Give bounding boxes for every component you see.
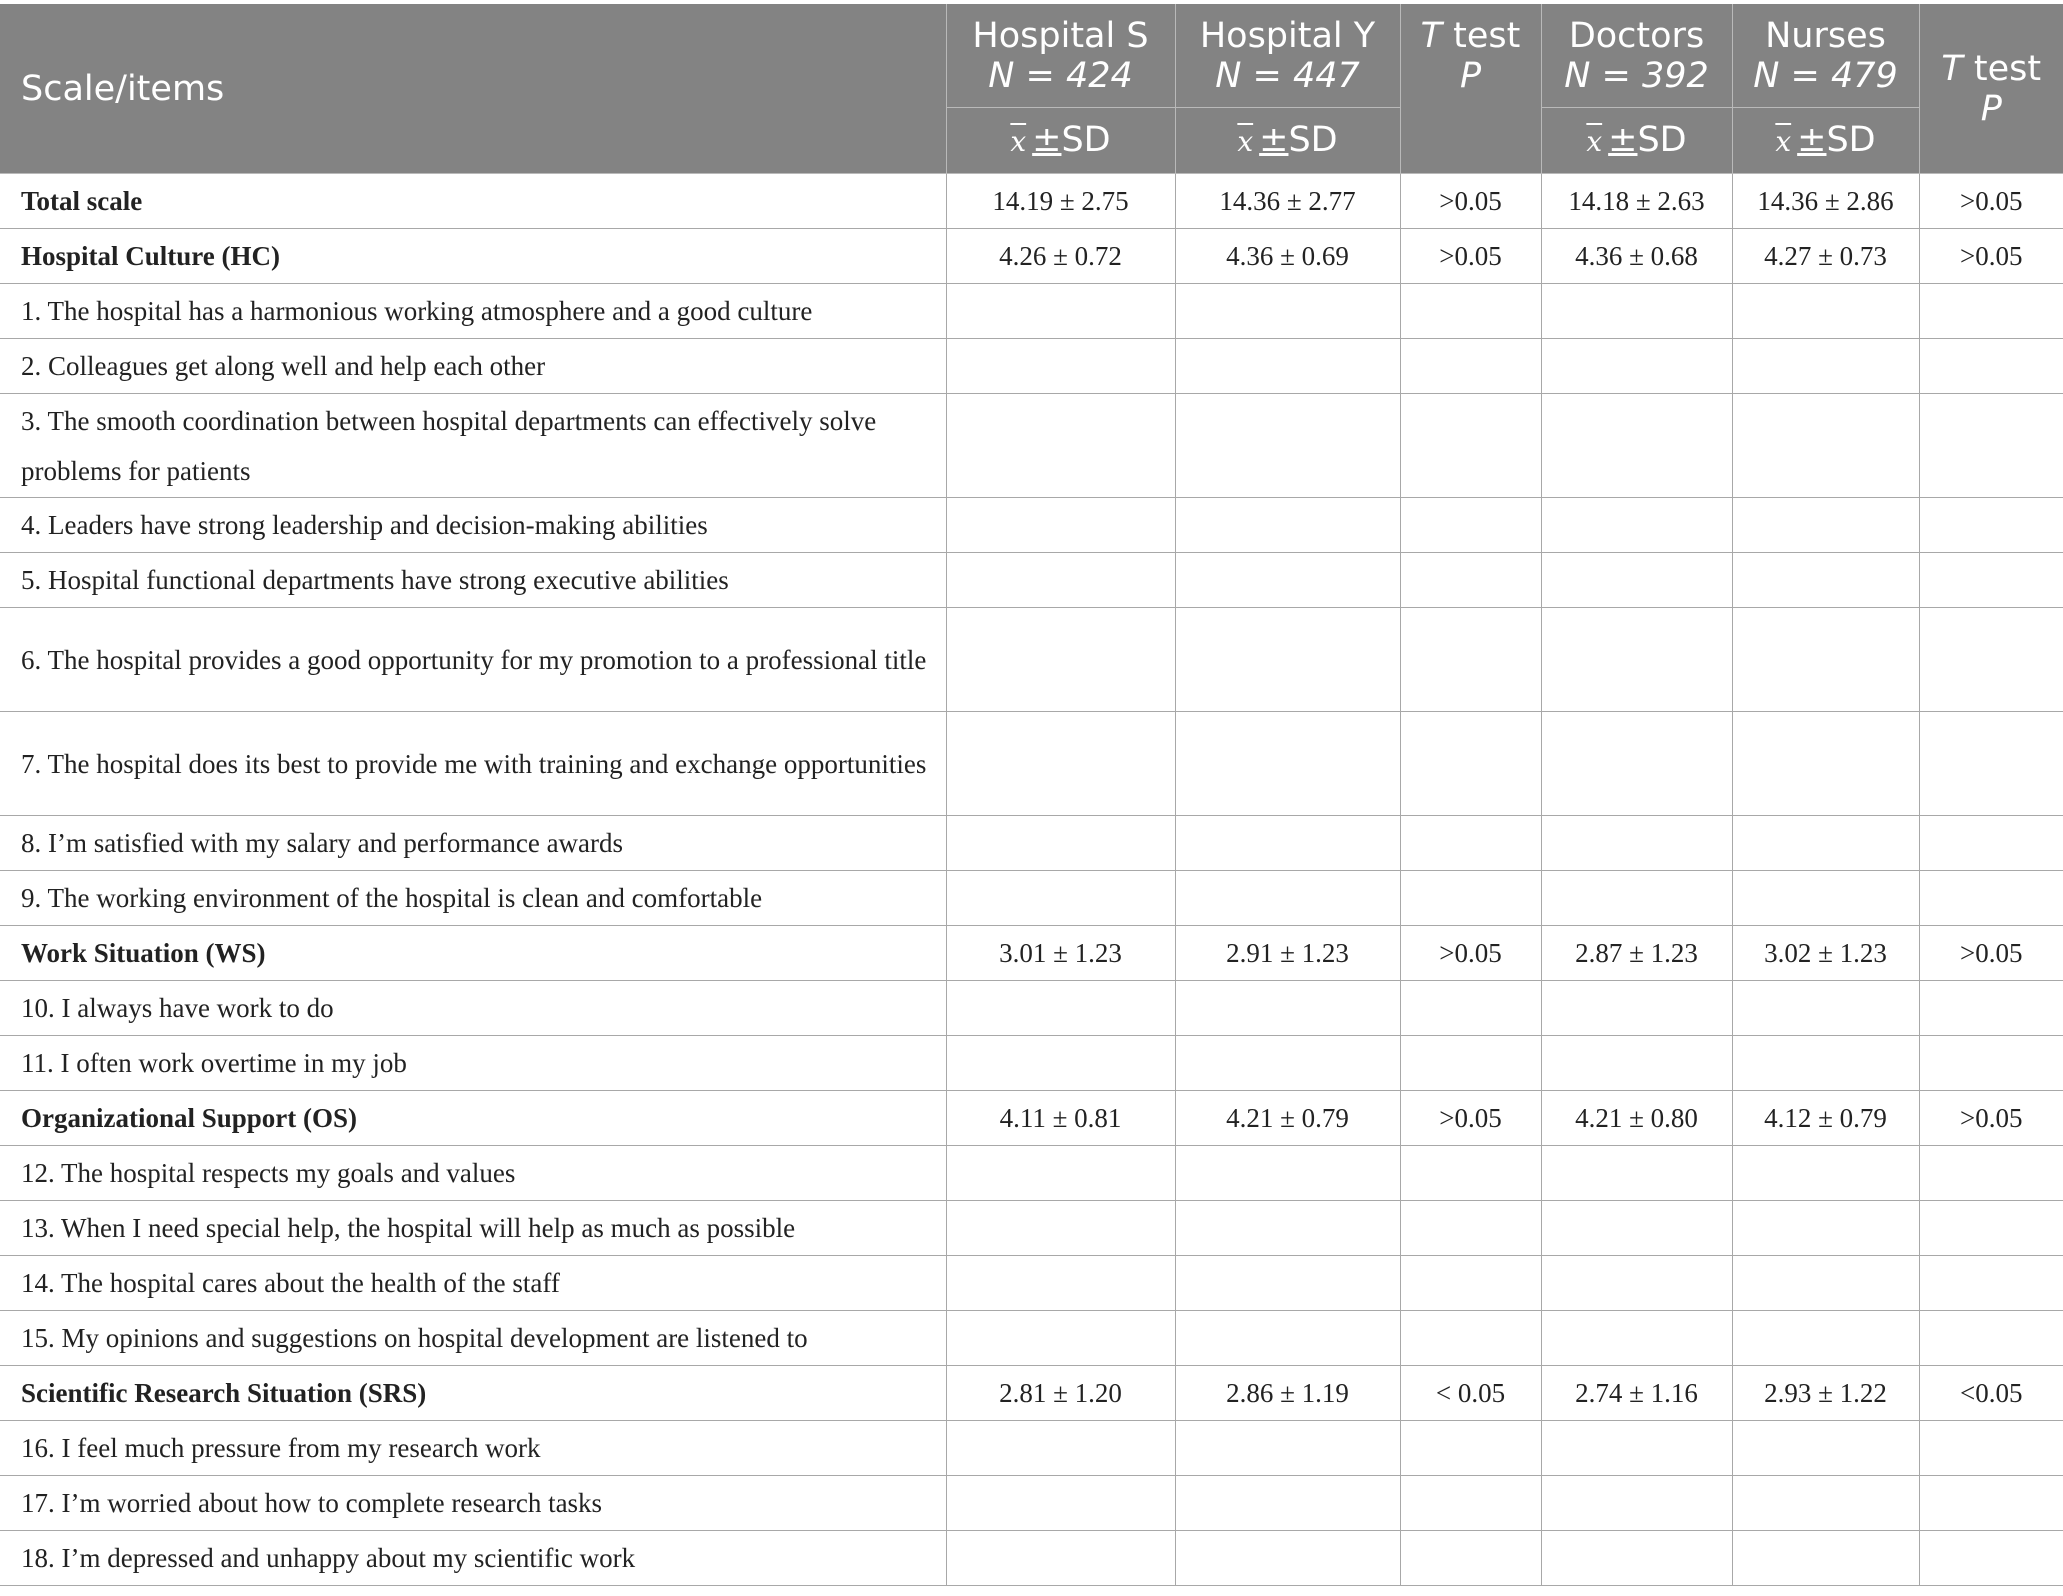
mean-symbol: $\overline{x}$ — [1586, 124, 1603, 158]
table-row-subscale — [0, 1366, 2063, 1421]
ttest-1-cell — [1400, 712, 1541, 816]
ttest2-rest: test — [1962, 48, 2042, 89]
hospital-y-cell — [1175, 1476, 1400, 1531]
table-row-item — [0, 394, 2063, 498]
table-row-item — [0, 816, 2063, 871]
sd-label: SD — [1637, 119, 1687, 160]
doctors-cell — [1541, 1256, 1732, 1311]
doctors-cell — [1541, 1201, 1732, 1256]
row-label: Work Situation (WS) — [0, 926, 946, 981]
hospital-y-cell — [1175, 394, 1400, 498]
row-label: 17. I’m worried about how to complete research tasks — [0, 1476, 946, 1531]
row-label: 5. Hospital functional departments have strong executive abilities — [0, 553, 946, 608]
hospital-s-cell — [946, 871, 1175, 926]
row-label: 9. The working environment of the hospital is clean and comfortable — [0, 871, 946, 926]
ttest-2-cell: >0.05 — [1919, 174, 2063, 229]
doctors-cell — [1541, 1311, 1732, 1366]
hospital-s-cell — [946, 712, 1175, 816]
table-row-subscale — [0, 926, 2063, 981]
doctors-cell: 4.21 ± 0.80 — [1541, 1091, 1732, 1146]
table-row-item — [0, 1201, 2063, 1256]
row-label: 12. The hospital respects my goals and values — [0, 1146, 946, 1201]
ttest-1-cell — [1400, 339, 1541, 394]
col-header-ttest-2 — [1919, 4, 2063, 174]
table-row-item — [0, 1036, 2063, 1091]
nurses-cell: 4.12 ± 0.79 — [1732, 1091, 1919, 1146]
nurses-cell — [1732, 339, 1919, 394]
mean-symbol: $\overline{x}$ — [1775, 124, 1792, 158]
ttest-1-cell — [1400, 1421, 1541, 1476]
hospital-s-cell — [946, 498, 1175, 553]
hospital-s-cell — [946, 339, 1175, 394]
hospital-s-label: Hospital S — [972, 15, 1149, 56]
stat-header-ttest-1-empty — [1400, 108, 1541, 174]
ttest-2-cell: >0.05 — [1919, 926, 2063, 981]
ttest1-rest: test — [1442, 15, 1521, 56]
nurses-cell — [1732, 394, 1919, 498]
hospital-s-cell — [946, 394, 1175, 498]
table-row-item — [0, 1256, 2063, 1311]
ttest-1-cell — [1400, 1036, 1541, 1091]
nurses-cell — [1732, 1146, 1919, 1201]
doctors-cell: 2.74 ± 1.16 — [1541, 1366, 1732, 1421]
hospital-s-cell: 2.81 ± 1.20 — [946, 1366, 1175, 1421]
table-row-item — [0, 871, 2063, 926]
ttest-2-cell — [1919, 339, 2063, 394]
ttest2-t: T — [1941, 48, 1963, 89]
ttest-1-cell — [1400, 981, 1541, 1036]
ttest-1-cell — [1400, 1256, 1541, 1311]
stat-header-nurses — [1732, 108, 1919, 174]
table-row-subscale — [0, 174, 2063, 229]
hospital-y-cell — [1175, 284, 1400, 339]
hospital-s-cell — [946, 608, 1175, 712]
doctors-cell: 2.87 ± 1.23 — [1541, 926, 1732, 981]
ttest-1-cell — [1400, 1311, 1541, 1366]
ttest-1-cell: >0.05 — [1400, 926, 1541, 981]
ttest-2-cell — [1919, 608, 2063, 712]
nurses-cell: 2.93 ± 1.22 — [1732, 1366, 1919, 1421]
nurses-cell: 3.02 ± 1.23 — [1732, 926, 1919, 981]
hospital-s-cell: 14.19 ± 2.75 — [946, 174, 1175, 229]
hospital-y-cell — [1175, 1421, 1400, 1476]
plus-minus-symbol: ± — [1608, 119, 1638, 160]
table-row-item — [0, 284, 2063, 339]
row-label: 18. I’m depressed and unhappy about my scientific work — [0, 1531, 946, 1586]
stat-header-doctors — [1541, 108, 1732, 174]
ttest-2-cell — [1919, 1256, 2063, 1311]
ttest-1-cell — [1400, 1476, 1541, 1531]
nurses-cell — [1732, 1256, 1919, 1311]
doctors-cell — [1541, 816, 1732, 871]
ttest-2-cell: >0.05 — [1919, 229, 2063, 284]
ttest-2-cell: <0.05 — [1919, 1366, 2063, 1421]
col-header-hospital-y — [1175, 4, 1400, 108]
table-row-item — [0, 608, 2063, 712]
ttest1-p: P — [1459, 55, 1482, 96]
table-body — [0, 174, 2063, 1586]
doctors-cell — [1541, 394, 1732, 498]
ttest-2-cell — [1919, 553, 2063, 608]
hospital-y-cell — [1175, 608, 1400, 712]
ttest-2-cell — [1919, 1036, 2063, 1091]
doctors-cell — [1541, 871, 1732, 926]
hospital-s-cell — [946, 1311, 1175, 1366]
hospital-s-n: N = 424 — [988, 55, 1133, 96]
hospital-y-cell: 14.36 ± 2.77 — [1175, 174, 1400, 229]
ttest-2-cell: >0.05 — [1919, 1091, 2063, 1146]
nurses-cell — [1732, 981, 1919, 1036]
ttest-2-cell — [1919, 1201, 2063, 1256]
doctors-cell — [1541, 608, 1732, 712]
hospital-s-cell — [946, 553, 1175, 608]
nurses-cell — [1732, 608, 1919, 712]
ttest-2-cell — [1919, 712, 2063, 816]
hospital-s-cell — [946, 816, 1175, 871]
row-label: 6. The hospital provides a good opportunity for my promotion to a professional title — [0, 608, 946, 712]
ttest-1-cell — [1400, 284, 1541, 339]
row-label: 8. I’m satisfied with my salary and performance awards — [0, 816, 946, 871]
row-label: 10. I always have work to do — [0, 981, 946, 1036]
ttest-1-cell — [1400, 608, 1541, 712]
hospital-s-cell — [946, 1201, 1175, 1256]
hospital-y-cell — [1175, 1256, 1400, 1311]
doctors-cell — [1541, 981, 1732, 1036]
row-label: Scientific Research Situation (SRS) — [0, 1366, 946, 1421]
ttest-2-cell — [1919, 1146, 2063, 1201]
hospital-s-cell: 3.01 ± 1.23 — [946, 926, 1175, 981]
comparison-table — [0, 4, 2063, 1586]
ttest-1-cell — [1400, 553, 1541, 608]
hospital-y-cell — [1175, 871, 1400, 926]
nurses-cell — [1732, 871, 1919, 926]
hospital-y-cell — [1175, 1146, 1400, 1201]
row-label: 2. Colleagues get along well and help each other — [0, 339, 946, 394]
ttest-1-cell: >0.05 — [1400, 1091, 1541, 1146]
doctors-cell — [1541, 1421, 1732, 1476]
hospital-y-cell — [1175, 498, 1400, 553]
table-row-item — [0, 712, 2063, 816]
table-row-item — [0, 1146, 2063, 1201]
table-row-item — [0, 1421, 2063, 1476]
table-row-subscale — [0, 1091, 2063, 1146]
row-label: 15. My opinions and suggestions on hospital development are listened to — [0, 1311, 946, 1366]
nurses-cell — [1732, 1201, 1919, 1256]
ttest-2-cell — [1919, 498, 2063, 553]
hospital-y-cell — [1175, 1036, 1400, 1091]
hospital-y-cell: 2.86 ± 1.19 — [1175, 1366, 1400, 1421]
hospital-s-cell: 4.11 ± 0.81 — [946, 1091, 1175, 1146]
row-label: 16. I feel much pressure from my research work — [0, 1421, 946, 1476]
ttest-2-cell — [1919, 1531, 2063, 1586]
hospital-y-label: Hospital Y — [1199, 15, 1376, 56]
table-row-item — [0, 339, 2063, 394]
nurses-cell — [1732, 498, 1919, 553]
ttest-2-cell — [1919, 284, 2063, 339]
table-row-item — [0, 498, 2063, 553]
ttest-2-cell — [1919, 816, 2063, 871]
nurses-label: Nurses — [1765, 15, 1886, 56]
hospital-y-cell — [1175, 816, 1400, 871]
ttest-1-cell: >0.05 — [1400, 174, 1541, 229]
hospital-y-cell: 4.36 ± 0.69 — [1175, 229, 1400, 284]
ttest-2-cell — [1919, 981, 2063, 1036]
row-label: 14. The hospital cares about the health of the staff — [0, 1256, 946, 1311]
nurses-cell: 4.27 ± 0.73 — [1732, 229, 1919, 284]
scale-items-label: Scale/items — [21, 68, 225, 109]
nurses-cell — [1732, 1531, 1919, 1586]
data-table-container — [0, 4, 2063, 1586]
hospital-s-cell — [946, 981, 1175, 1036]
hospital-y-cell — [1175, 553, 1400, 608]
doctors-n: N = 392 — [1564, 55, 1709, 96]
nurses-cell — [1732, 1036, 1919, 1091]
nurses-cell — [1732, 553, 1919, 608]
ttest-1-cell — [1400, 394, 1541, 498]
ttest-2-cell — [1919, 871, 2063, 926]
hospital-s-cell — [946, 1036, 1175, 1091]
doctors-cell — [1541, 712, 1732, 816]
hospital-y-cell — [1175, 1201, 1400, 1256]
doctors-cell — [1541, 1476, 1732, 1531]
ttest-1-cell — [1400, 1146, 1541, 1201]
table-row-item — [0, 981, 2063, 1036]
row-label: Total scale — [0, 174, 946, 229]
hospital-s-cell — [946, 1256, 1175, 1311]
row-label: Organizational Support (OS) — [0, 1091, 946, 1146]
table-row-item — [0, 1311, 2063, 1366]
ttest-1-cell — [1400, 1201, 1541, 1256]
hospital-y-cell — [1175, 1311, 1400, 1366]
doctors-cell — [1541, 1531, 1732, 1586]
hospital-s-cell — [946, 1476, 1175, 1531]
hospital-y-cell: 2.91 ± 1.23 — [1175, 926, 1400, 981]
nurses-cell: 14.36 ± 2.86 — [1732, 174, 1919, 229]
col-header-nurses — [1732, 4, 1919, 108]
ttest-2-cell — [1919, 394, 2063, 498]
doctors-cell — [1541, 284, 1732, 339]
hospital-s-cell — [946, 284, 1175, 339]
ttest-2-cell — [1919, 1476, 2063, 1531]
hospital-y-cell — [1175, 1531, 1400, 1586]
sd-label: SD — [1826, 119, 1876, 160]
col-header-scale-items — [0, 4, 946, 174]
hospital-y-cell — [1175, 339, 1400, 394]
col-header-hospital-s — [946, 4, 1175, 108]
doctors-label: Doctors — [1568, 15, 1705, 56]
mean-symbol: $\overline{x}$ — [1010, 124, 1027, 158]
ttest-2-cell — [1919, 1311, 2063, 1366]
ttest1-t: T — [1420, 15, 1443, 56]
nurses-cell — [1732, 712, 1919, 816]
row-label: 7. The hospital does its best to provide me with training and exchange opportunities — [0, 712, 946, 816]
table-row-item — [0, 1531, 2063, 1586]
plus-minus-symbol: ± — [1797, 119, 1827, 160]
hospital-s-cell — [946, 1531, 1175, 1586]
row-label: 4. Leaders have strong leadership and decision-making abilities — [0, 498, 946, 553]
doctors-cell — [1541, 553, 1732, 608]
ttest-1-cell — [1400, 871, 1541, 926]
hospital-s-cell — [946, 1421, 1175, 1476]
col-header-ttest-1 — [1400, 4, 1541, 108]
nurses-cell — [1732, 1311, 1919, 1366]
nurses-cell — [1732, 1421, 1919, 1476]
doctors-cell: 4.36 ± 0.68 — [1541, 229, 1732, 284]
mean-symbol: $\overline{x}$ — [1237, 124, 1254, 158]
sd-label: SD — [1288, 119, 1338, 160]
hospital-y-cell — [1175, 712, 1400, 816]
ttest2-p: P — [1980, 88, 2002, 129]
hospital-y-n: N = 447 — [1215, 55, 1360, 96]
hospital-s-cell — [946, 1146, 1175, 1201]
ttest-1-cell: >0.05 — [1400, 229, 1541, 284]
ttest-1-cell — [1400, 816, 1541, 871]
stat-header-hospital-s — [946, 108, 1175, 174]
table-row-item — [0, 1476, 2063, 1531]
nurses-cell — [1732, 284, 1919, 339]
row-label: 1. The hospital has a harmonious working atmosphere and a good culture — [0, 284, 946, 339]
doctors-cell — [1541, 1146, 1732, 1201]
ttest-1-cell: < 0.05 — [1400, 1366, 1541, 1421]
row-label: 3. The smooth coordination between hospital departments can effectively solve problems for patients — [0, 394, 946, 498]
nurses-n: N = 479 — [1753, 55, 1898, 96]
doctors-cell — [1541, 339, 1732, 394]
table-row-subscale — [0, 229, 2063, 284]
nurses-cell — [1732, 816, 1919, 871]
plus-minus-symbol: ± — [1259, 119, 1289, 160]
nurses-cell — [1732, 1476, 1919, 1531]
col-header-doctors — [1541, 4, 1732, 108]
hospital-y-cell: 4.21 ± 0.79 — [1175, 1091, 1400, 1146]
ttest-1-cell — [1400, 1531, 1541, 1586]
stat-header-hospital-y — [1175, 108, 1400, 174]
doctors-cell: 14.18 ± 2.63 — [1541, 174, 1732, 229]
row-label: 13. When I need special help, the hospital will help as much as possible — [0, 1201, 946, 1256]
row-label: Hospital Culture (HC) — [0, 229, 946, 284]
table-row-item — [0, 553, 2063, 608]
row-label: 11. I often work overtime in my job — [0, 1036, 946, 1091]
hospital-y-cell — [1175, 981, 1400, 1036]
sd-label: SD — [1061, 119, 1111, 160]
doctors-cell — [1541, 498, 1732, 553]
table-header — [0, 4, 2063, 174]
ttest-1-cell — [1400, 498, 1541, 553]
doctors-cell — [1541, 1036, 1732, 1091]
ttest-2-cell — [1919, 1421, 2063, 1476]
hospital-s-cell: 4.26 ± 0.72 — [946, 229, 1175, 284]
plus-minus-symbol: ± — [1032, 119, 1062, 160]
